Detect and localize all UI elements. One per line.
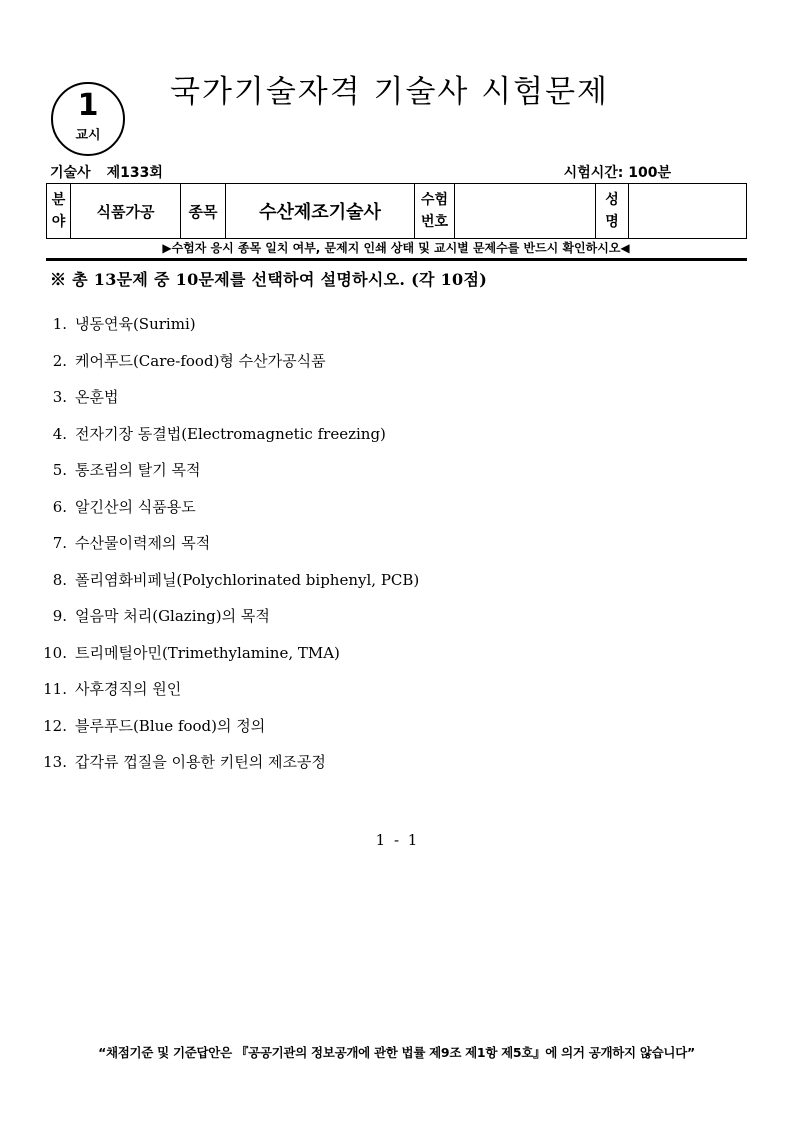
exam-info-left <box>50 164 163 182</box>
question-item: 4. 전자기장 동결법(Electromagnetic freezing) <box>52 424 386 443</box>
question-item: 5. 통조림의 탈기 목적 <box>52 461 201 479</box>
name-field[interactable] <box>629 184 747 239</box>
disclaimer-text: “채점기준 및 기준답안은 『공공기관의 정보공개에 관한 법률 제9조 제1항 제5호』에 의거 공개하지 않습니다” <box>98 1045 695 1060</box>
name-label: 성 명 <box>596 184 629 239</box>
exam-category: 기술사 <box>50 165 91 181</box>
question-list <box>0 310 419 785</box>
session-badge <box>51 82 125 156</box>
instruction-text: ※ 총 13문제 중 10문제를 선택하여 설명하시오. (각 10점) <box>50 270 488 289</box>
question-item: 2. 케어푸드(Care-food)형 수산가공식품 <box>52 351 326 370</box>
session-number: 1 <box>77 88 99 123</box>
question-item: 7. 수산물이력제의 목적 <box>52 534 211 552</box>
question-item: 13. 갑각류 껍질을 이용한 키틴의 제조공정 <box>43 753 326 771</box>
exam-time: 시험시간: 100분 <box>563 165 671 181</box>
exam-round: 제133회 <box>106 165 163 181</box>
page-number: 1 - 1 <box>375 831 418 849</box>
question-item: 6. 알긴산의 식품용도 <box>52 497 196 516</box>
question-item: 3. 온훈법 <box>52 388 119 406</box>
subject-label: 종목 <box>181 184 226 239</box>
question-item: 8. 폴리염화비페닐(Polychlorinated biphenyl, PCB) <box>52 570 420 589</box>
question-item: 10. 트리메틸아민(Trimethylamine, TMA) <box>43 643 340 662</box>
divider-line <box>46 258 747 261</box>
question-item: 1. 냉동연육(Surimi) <box>52 315 196 333</box>
exam-info-table <box>46 183 747 239</box>
subject-value: 수산제조기술사 <box>226 184 415 239</box>
exam-number-field[interactable] <box>455 184 596 239</box>
exam-number-label: 수험 번호 <box>415 184 455 239</box>
session-label: 교시 <box>75 128 101 143</box>
field-value: 식품가공 <box>71 184 181 239</box>
question-item: 9. 얼음막 처리(Glazing)의 목적 <box>52 607 270 625</box>
notice-text: ▶수험자 응시 종목 일치 여부, 문제지 인쇄 상태 및 교시별 문제수를 반드시 확인하시오◀ <box>162 241 630 255</box>
page-title: 국가기술자격 기술사 시험문제 <box>170 74 610 110</box>
question-item: 12. 블루푸드(Blue food)의 정의 <box>43 716 266 735</box>
question-item: 11. 사후경직의 원인 <box>43 680 182 698</box>
field-label: 분 야 <box>47 184 71 239</box>
